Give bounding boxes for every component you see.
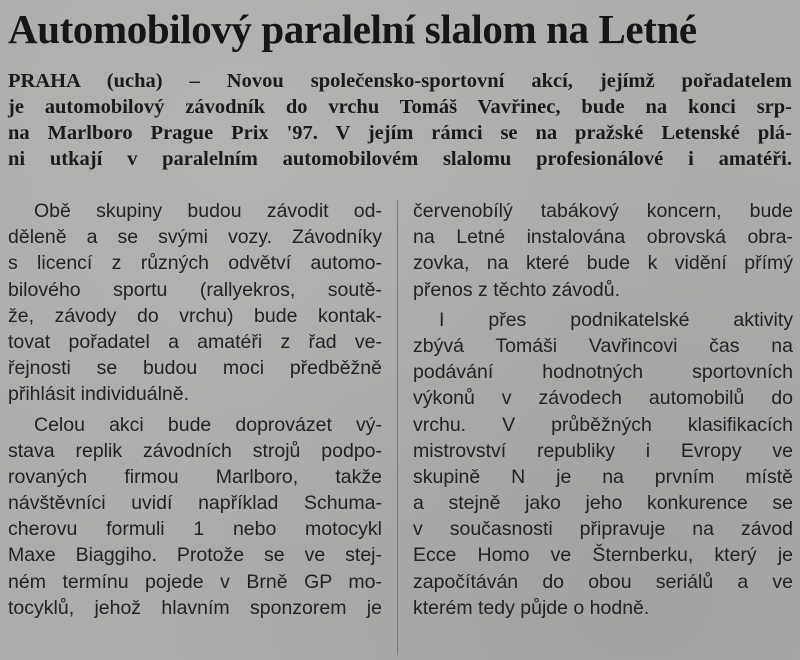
article-column-left	[8, 198, 382, 621]
body-line: s licencí z různých odvětví automo-	[8, 252, 382, 275]
body-line: tocyklů, jehož hlavním sponzorem je	[8, 596, 382, 619]
lead-line: PRAHA (ucha) – Novou společensko-sportovní akcí, jejímž pořadatelem	[8, 70, 792, 92]
body-line: výkonů v závodech automobilů do	[413, 387, 793, 410]
body-line: v současnosti připravuje na závod	[413, 518, 793, 541]
body-line: červenobílý tabákový koncern, bude	[413, 200, 793, 222]
body-line: tovat pořadatel a amatéři z řad ve-	[8, 330, 382, 353]
body-line: podávání hodnotných sportovních	[413, 361, 793, 384]
body-line: ném termínu pojede v Brně GP mo-	[8, 570, 382, 593]
body-line: děleně a se svými vozy. Závodníky	[8, 226, 382, 249]
body-line: řejnosti se budou moci předběžně	[8, 357, 382, 380]
body-line: rovaných firmou Marlboro, takže	[8, 465, 382, 488]
body-line: že, závody do vrchu) bude kontak-	[8, 304, 382, 327]
body-line: stava replik závodních strojů podpo-	[8, 439, 382, 462]
body-line: přenos z těchto závodů.	[413, 278, 621, 301]
body-line: Obě skupiny budou závodit od-	[34, 200, 382, 222]
body-line: přihlásit individuálně.	[8, 383, 190, 406]
column-divider	[397, 200, 398, 655]
body-line: návštěvníci uvidí například Schuma-	[8, 492, 382, 515]
lead-line: ni utkají v paralelním automobilovém slalomu profesionálové i amatéři.	[8, 148, 792, 170]
lead-line: na Marlboro Prague Prix '97. V jejím rámci se na pražské Letenské plá-	[8, 122, 792, 144]
body-line: skupině N je na prvním místě	[413, 465, 793, 488]
article-lead	[8, 68, 792, 172]
body-line: Ecce Homo ve Šternberku, který je	[413, 544, 793, 567]
body-line: bilového sportu (rallyekros, soutě-	[8, 278, 382, 301]
body-line: Maxe Biaggiho. Protože se ve stej-	[8, 544, 382, 567]
body-line: I přes podnikatelské aktivity	[439, 308, 793, 331]
body-line: cherovu formuli 1 nebo motocykl	[8, 518, 382, 541]
body-line: na Letné instalována obrovská obra-	[413, 226, 793, 249]
body-line: vrchu. V průběžných klasifikacích	[413, 413, 793, 436]
body-line: zbývá Tomáši Vavřincovi čas na	[413, 334, 793, 357]
body-line: Celou akci bude doprovázet vý-	[34, 413, 382, 436]
lead-line: je automobilový závodník do vrchu Tomáš Vavřinec, bude na konci srp-	[8, 96, 792, 118]
body-line: zovka, na které bude k vidění přímý	[413, 252, 793, 275]
body-line: mistrovství republiky i Evropy ve	[413, 439, 793, 462]
article-headline: Automobilový paralelní slalom na Letné	[8, 6, 697, 52]
body-line: a stejně jako jeho konkurence se	[413, 492, 793, 515]
body-line: započítáván do obou seriálů a ve	[413, 570, 793, 593]
body-line: kterém tedy půjde o hodně.	[413, 596, 650, 619]
article-column-right	[413, 198, 793, 621]
